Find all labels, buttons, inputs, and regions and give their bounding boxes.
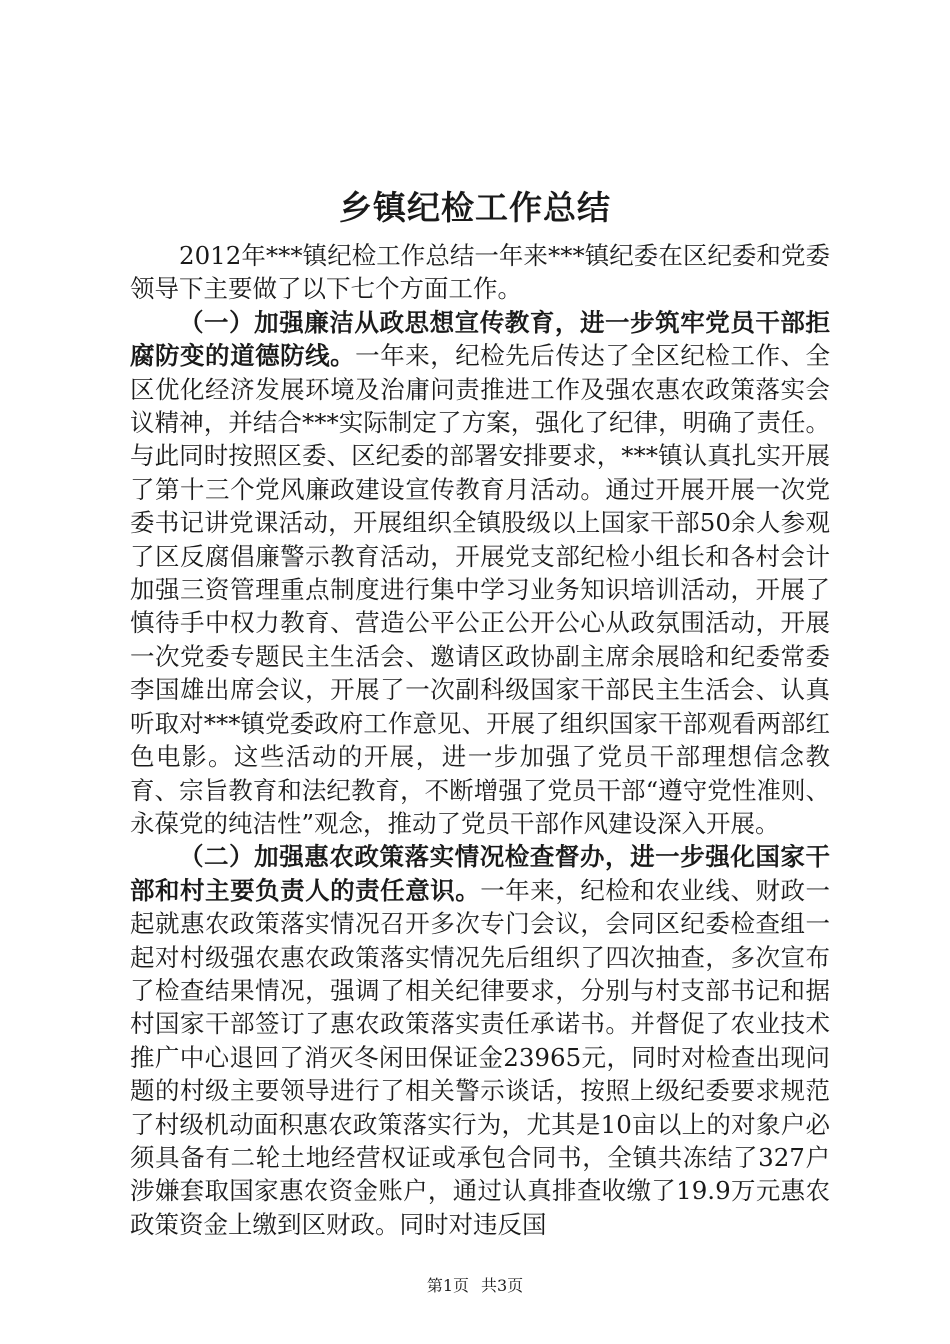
intro-paragraph: 2012年***镇纪检工作总结一年来***镇纪委在区纪委和党委领导下主要做了以下七个方面工作。 xyxy=(130,241,830,304)
section-1-paragraph xyxy=(130,306,830,841)
document-body xyxy=(130,239,830,1241)
section-1-body: 一年来，纪检先后传达了全区纪检工作、全区优化经济发展环境及治庸问责推进工作及强农惠农政策落实会议精神，并结合***实际制定了方案，强化了纪律，明确了责任。与此同时按照区委、区纪委的部署安排要求，***镇认真扎实开展了第十三个党风廉政建设宣传教育月活动。通过开展开展一次党委书记讲党课活动，开展组织全镇股级以上国家干部50余人参观了区反腐倡廉警示教育活动，开展党支部纪检小组长和各村会计加强三资管理重点制度进行集中学习业务知识培训活动，开展了慎待手中权力教育、营造公平公正公开公心从政氛围活动，开展一次党委专题民主生活会、邀请区政协副主席余展晗和纪委常委李国雄出席会议，开展了一次副科级国家干部民主生活会、认真听取对***镇党委政府工作意见、开展了组织国家干部观看两部红色电影。这些活动的开展，进一步加强了党员干部理想信念教育、宗旨教育和法纪教育，不断增强了党员干部“遵守党性准则、永葆党的纯洁性”观念，推动了党员干部作风建设深入开展。 xyxy=(130,341,831,838)
section-2-paragraph xyxy=(130,840,830,1241)
document-title: 乡镇纪检工作总结 xyxy=(339,188,611,227)
page-number: 第1页 xyxy=(426,1276,469,1295)
section-1-heading: （一）加强廉洁从政思想宣传教育，进一步筑牢党员干部拒腐防变的道德防线。 xyxy=(130,307,830,371)
page-total: 共3页 xyxy=(481,1276,524,1295)
section-2-heading: （二）加强惠农政策落实情况检查督办，进一步强化国家干部和村主要负责人的责任意识。 xyxy=(130,842,830,905)
page-footer xyxy=(0,1275,950,1297)
section-2-body: 一年来，纪检和农业线、财政一起就惠农政策落实情况召开多次专门会议，会同区纪委检查组一起对村级强农惠农政策落实情况先后组织了四次抽查，多次宣布了检查结果情况，强调了相关纪律要求，分别与村支部书记和据村国家干部签订了惠农政策落实责任承诺书。并督促了农业技术推广中心退回了消灭冬闲田保证金23965元，同时对检查出现问题的村级主要领导进行了相关警示谈话，按照上级纪委要求规范了村级机动面积惠农政策落实行为，尤其是10亩以上的对象户必须具备有二轮土地经营权证或承包合同书，全镇共冻结了327户涉嫌套取国家惠农资金账户，通过认真排查收缴了19.9万元惠农政策资金上缴到区财政。同时对违反国 xyxy=(130,875,831,1239)
